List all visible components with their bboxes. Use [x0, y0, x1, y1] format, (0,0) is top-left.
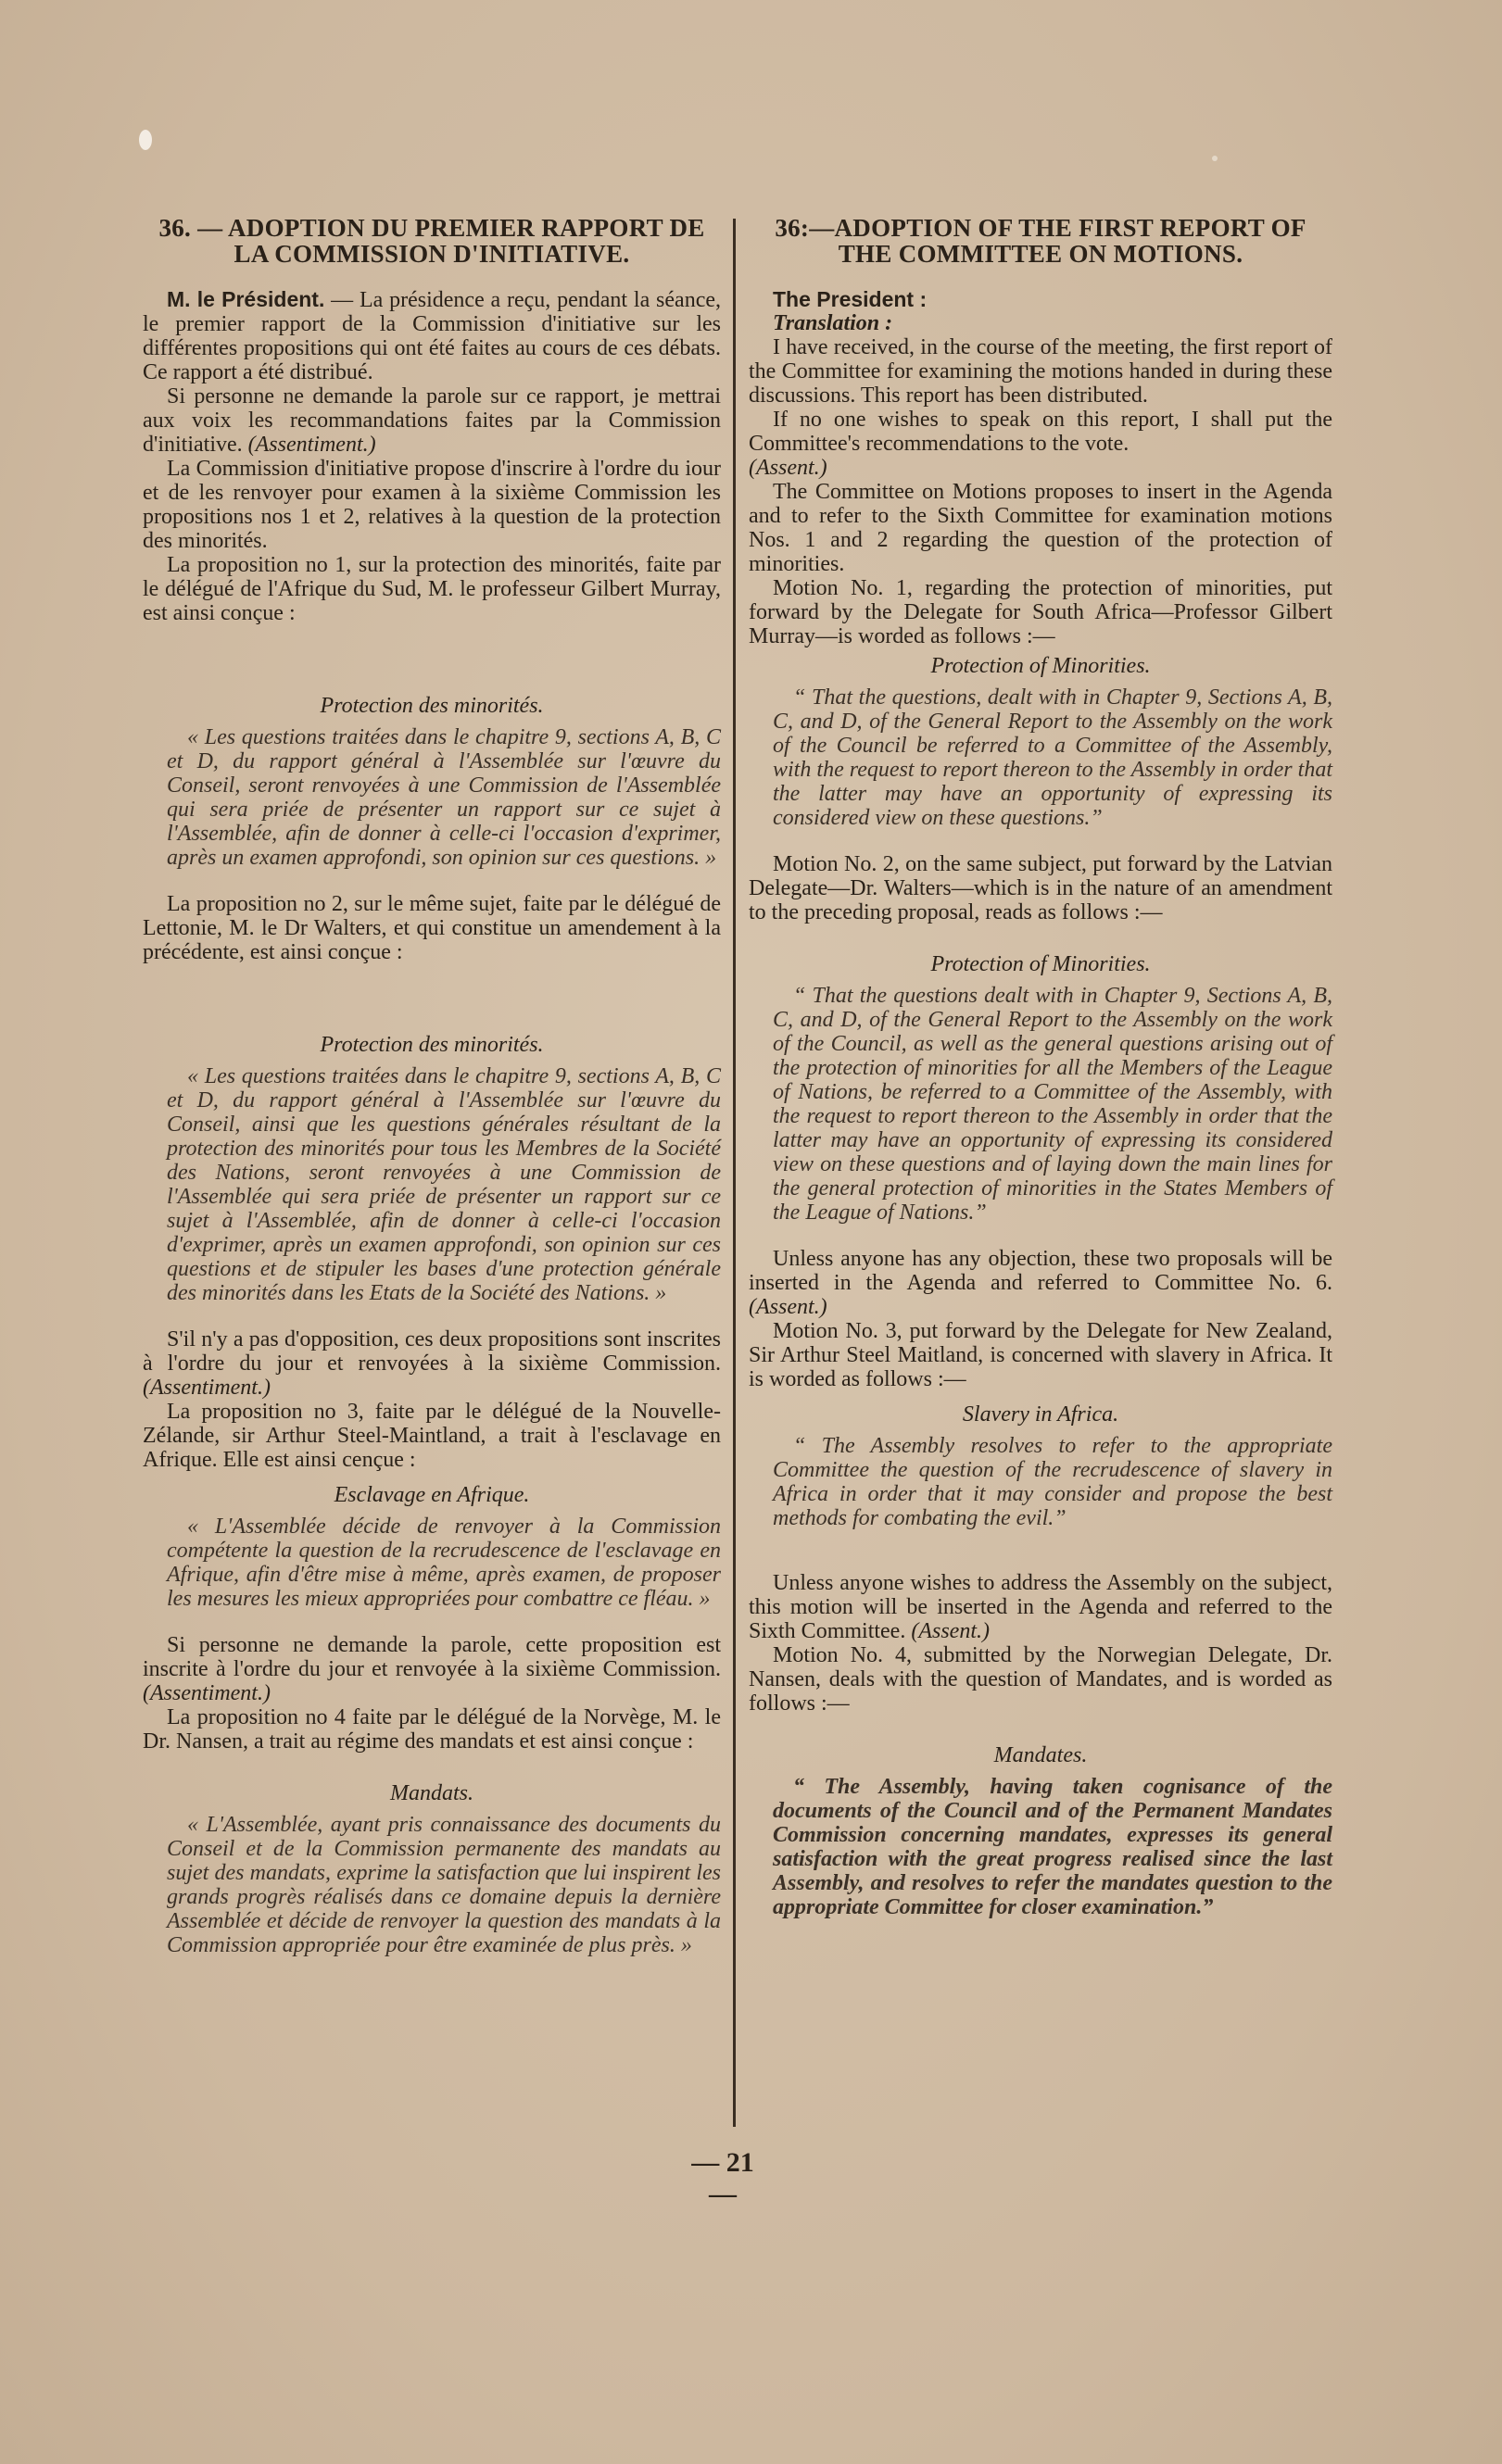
spacer — [143, 870, 721, 892]
french-paragraph: La proposition no 1, sur la protection des minorités, faite par le délégué de l'Afrique du Sud, M. le professeur Gilbert Murray, est ainsi conçue : — [143, 553, 721, 625]
french-paragraph — [143, 1633, 721, 1705]
quoted-proposal: « L'Assemblée décide de renvoyer à la Commission compétente la question de la recrudescence de l'esclavage en Afrique, afin d'être mise à même, après examen, de proposer les mesures les mieux appropriées pour combattre ce fléau. » — [167, 1515, 721, 1611]
section-title: Protection of Minorities. — [930, 654, 1151, 678]
french-heading: 36. — ADOPTION DU PREMIER RAPPORT DE LA COMMISSION D'INITIATIVE. — [158, 214, 705, 268]
paragraph-text: Unless anyone wishes to address the Assembly on the subject, this motion will be inserted in the Agenda and referred to the Sixth Committee. — [749, 1571, 1332, 1643]
spacer — [749, 830, 1332, 852]
english-paragraph: Motion No. 1, regarding the protection of minorities, put forward by the Delegate for South Africa—Professor Gilbert Murray—is worded as follows :— — [749, 576, 1332, 648]
paragraph-text: — La présidence a reçu, pendant la séance, le premier rapport de la Commission d'initiative sur les différentes propositions qui ont été faites au cours de ces débats. Ce rapport a été distribué. — [143, 288, 721, 384]
page-number: — 21 — — [691, 2147, 754, 2209]
assent-note: (Assent.) — [905, 1619, 990, 1643]
french-column — [143, 215, 721, 1957]
paragraph-text: S'il n'y a pas d'opposition, ces deux propositions sont inscrites à l'ordre du jour et renvoyées à la sixième Commission. — [143, 1327, 721, 1376]
french-paragraph — [143, 1327, 721, 1400]
spacer — [143, 964, 721, 1005]
column-divider — [733, 219, 736, 2127]
translation-label: Translation : — [773, 311, 893, 335]
spacer — [143, 1611, 721, 1633]
english-paragraph: Motion No. 4, submitted by the Norwegian Delegate, Dr. Nansen, deals with the question of Mandates, and is worded as follows :— — [749, 1643, 1332, 1716]
spacer — [749, 1225, 1332, 1247]
french-paragraph: La proposition no 2, sur le même sujet, faite par le délégué de Lettonie, M. le Dr Walters, et qui constitue un amendement à la précédente, est ainsi conçue : — [143, 892, 721, 964]
quoted-proposal: « Les questions traitées dans le chapitre 9, sections A, B, C et D, du rapport général à l'Assemblée sur l'œuvre du Conseil, seront renvoyées à une Commission de l'Assemblée qui sera priée de présenter un rapport sur ce sujet à l'Assemblée, afin de donner à celle-ci l'occasion d'exprimer, après un examen approfondi, son opinion sur ces questions. » — [167, 725, 721, 870]
section-title: Mandates. — [993, 1743, 1088, 1767]
french-paragraph: La proposition no 3, faite par le délégué de la Nouvelle-Zélande, sir Arthur Steel-Maintland, a trait à l'esclavage en Afrique. Elle est ainsi cençue : — [143, 1400, 721, 1472]
spacer — [143, 625, 721, 666]
speaker-label: The President : — [773, 287, 928, 311]
paragraph-text: Si personne ne demande la parole, cette proposition est inscrite à l'ordre du jour et renvoyée à la sixième Commission. — [143, 1633, 721, 1681]
quoted-motion: “ The Assembly, having taken cognisance of the documents of the Council and of the Permanent Mandates Commission concerning mandates, expresses its general satisfaction with the great progress realised since the last Assembly, and resolves to refer the mandates question to the appropriate Committee for closer examination.” — [773, 1775, 1332, 1919]
french-paragraph — [143, 384, 721, 457]
english-paragraph — [749, 1247, 1332, 1319]
section-title: Protection of Minorities. — [930, 952, 1151, 976]
spacer — [749, 1530, 1332, 1571]
section-title: Slavery in Africa. — [962, 1402, 1119, 1427]
english-paragraph — [749, 1571, 1332, 1643]
paragraph-text: Si personne ne demande la parole sur ce rapport, je mettrai aux voix les recommandations faites par la Commission d'initiative. — [143, 384, 721, 457]
english-paragraph: The Committee on Motions proposes to insert in the Agenda and to refer to the Sixth Committee for examination motions Nos. 1 and 2 regarding the question of the protection of minorities. — [749, 480, 1332, 576]
assent-note: (Assentiment.) — [143, 1681, 271, 1705]
french-paragraph: La proposition no 4 faite par le délégué de la Norvège, M. le Dr. Nansen, a trait au régime des mandats et est ainsi conçue : — [143, 1705, 721, 1754]
english-heading: 36:—ADOPTION OF THE FIRST REPORT OF THE COMMITTEE ON MOTIONS. — [775, 214, 1306, 268]
french-paragraph: La Commission d'initiative propose d'inscrire à l'ordre du iour et de les renvoyer pour examen à la sixième Commission les propositions nos 1 et 2, relatives à la question de la protection des minorités. — [143, 457, 721, 553]
paragraph-text: Unless anyone has any objection, these two proposals will be inserted in the Agenda and referred to Committee No. 6. — [749, 1247, 1332, 1295]
quoted-motion: “ That the questions, dealt with in Chapter 9, Sections A, B, C, and D, of the General Report to the Assembly on the work of the Council be referred to a Committee of the Assembly, with the request to report thereon to the Assembly in order that the latter may have an opportunity of expressing its considered view on these questions.” — [773, 685, 1332, 830]
spacer — [143, 1305, 721, 1327]
speaker-label: M. le Président. — [167, 287, 325, 311]
section-title: Mandats. — [390, 1781, 473, 1805]
english-paragraph: I have received, in the course of the meeting, the first report of the Committee for examining the motions handed in during these discussions. This report has been distributed. — [749, 335, 1332, 408]
quoted-motion: “ The Assembly resolves to refer to the appropriate Committee the question of the recrudescence of slavery in Africa in order that it may consider and propose the best methods for combating the evil.” — [773, 1434, 1332, 1530]
assent-note: (Assentiment.) — [242, 433, 376, 457]
section-title: Protection des minorités. — [320, 694, 544, 718]
quoted-proposal: « L'Assemblée, ayant pris connaissance des documents du Conseil et de la Commission permanente des mandats au sujet des mandats, exprime la satisfaction que lui inspirent les grands progrès réalisés dans ce domaine depuis la dernière Assemblée et décide de renvoyer la question des mandats à la Commission appropriée pour être examinée de plus près. » — [167, 1813, 721, 1957]
paper-speck — [1212, 156, 1218, 161]
quoted-motion: “ That the questions dealt with in Chapter 9, Sections A, B, C, and D, of the General Report to the Assembly on the work of the Council, as well as the general questions arising out of the protection of minorities for all the Members of the League of Nations, be referred to a Committee of the Assembly, with the request to report thereon to the Assembly in order that the latter may have an opportunity of expressing its considered view on these questions and of laying down the main lines for the general protection of minorities in the States Members of the League of Nations.” — [773, 984, 1332, 1225]
assent-note: (Assent.) — [749, 456, 827, 480]
english-paragraph: Motion No. 3, put forward by the Delegate for New Zealand, Sir Arthur Steel Maitland, is concerned with slavery in Africa. It is worded as follows :— — [749, 1319, 1332, 1391]
assent-note: (Assent.) — [749, 1295, 827, 1319]
english-paragraph: Motion No. 2, on the same subject, put forward by the Latvian Delegate—Dr. Walters—which is in the nature of an amendment to the preceding proposal, reads as follows :— — [749, 852, 1332, 924]
section-title: Protection des minorités. — [320, 1033, 544, 1057]
english-column — [749, 215, 1332, 1919]
french-paragraph — [143, 287, 721, 384]
paper-speck — [139, 130, 152, 150]
section-title: Esclavage en Afrique. — [334, 1483, 530, 1507]
english-paragraph: If no one wishes to speak on this report, I shall put the Committee's recommendations to the vote. — [749, 408, 1332, 456]
quoted-proposal: « Les questions traitées dans le chapitre 9, sections A, B, C et D, du rapport général à l'Assemblée sur l'œuvre du Conseil, ainsi que les questions générales résultant de la protection des minorités pour tous les Membres de la Société des Nations, seront renvoyées à une Commission de l'Assemblée qui sera priée de présenter un rapport sur ce sujet à l'Assemblée, afin de donner à celle-ci l'occasion d'exprimer, après un examen approfondi, son opinion sur ces questions et de stipuler les bases d'une protection générale des minorités dans les Etats de la Société des Nations. » — [167, 1064, 721, 1305]
assent-note: (Assentiment.) — [143, 1376, 271, 1400]
